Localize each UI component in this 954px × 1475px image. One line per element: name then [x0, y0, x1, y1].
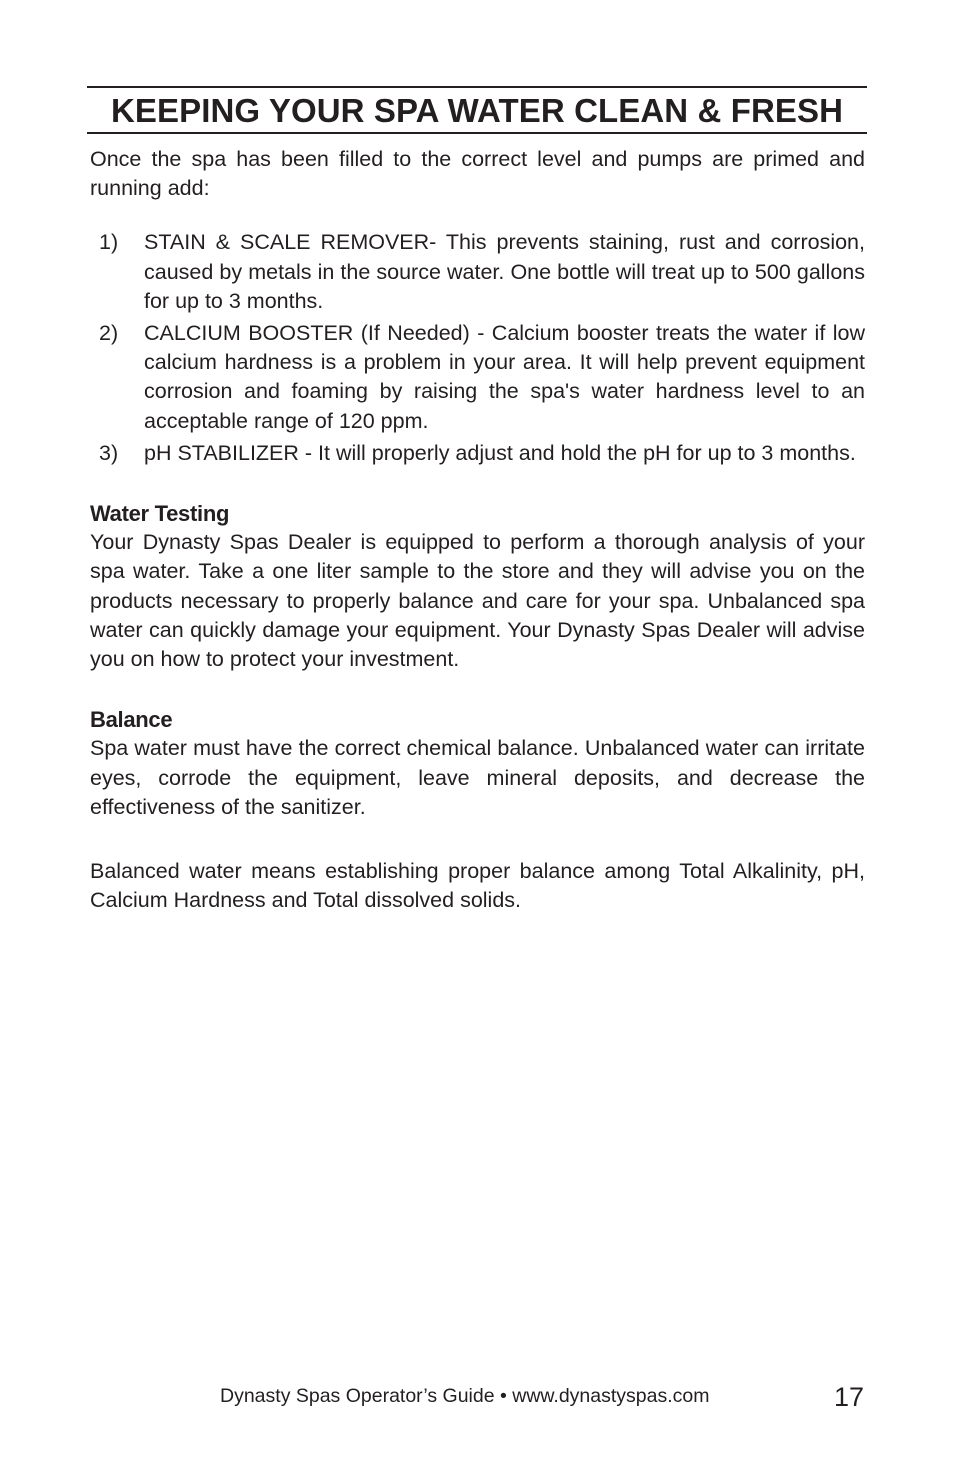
page-content — [90, 145, 865, 946]
page-footer — [0, 1380, 954, 1416]
list-item — [90, 228, 865, 316]
water-testing-paragraph: Your Dynasty Spas Dealer is equipped to perform a thorough analysis of your spa water. Take a one liter sample to the store and they will advise you on the products necessary to properly balance and care for your spa. Unbalanced spa water can quickly damage your equipment. Your Dynasty Spas Dealer will advise you on how to protect your investment. — [90, 530, 865, 672]
list-item-number: 2) — [99, 321, 119, 346]
water-testing-heading: Water Testing — [90, 501, 230, 527]
list-item-number: 1) — [99, 230, 119, 255]
balance-section — [90, 705, 865, 915]
list-item — [90, 319, 865, 436]
balance-heading: Balance — [90, 707, 173, 733]
list-item-number: 3) — [99, 440, 119, 465]
balance-paragraph: Spa water must have the correct chemical balance. Unbalanced water can irritate eyes, corrode the equipment, leave mineral deposits, and decrease the effectiveness of the sanitizer. — [90, 736, 865, 819]
list-item-text: STAIN & SCALE REMOVER- This prevents staining, rust and corrosion, caused by metals in the source water. One bottle will treat up to 500 gallons for up to 3 months. — [144, 230, 865, 313]
list-item-text: CALCIUM BOOSTER (If Needed) - Calcium booster treats the water if low calcium hardness is a problem in your area. It will help prevent equipment corrosion and foaming by raising the spa's water hardness level to an acceptable range of 120 ppm. — [144, 321, 865, 433]
list-item — [90, 439, 865, 468]
intro-paragraph: Once the spa has been filled to the correct level and pumps are primed and running add: — [90, 147, 865, 201]
page-number: 17 — [833, 1382, 864, 1412]
footer-guide-text: Dynasty Spas Operator’s Guide • www.dynastyspas.com — [220, 1385, 710, 1407]
water-testing-section — [90, 499, 865, 674]
title-block — [87, 86, 867, 134]
list-item-text: pH STABILIZER - It will properly adjust and hold the pH for up to 3 months. — [144, 440, 856, 465]
balanced-water-paragraph: Balanced water means establishing proper balance among Total Alkalinity, pH, Calcium Hardness and Total dissolved solids. — [90, 859, 865, 913]
page-title: KEEPING YOUR SPA WATER CLEAN & FRESH — [110, 92, 844, 129]
additive-steps-list — [90, 228, 865, 468]
